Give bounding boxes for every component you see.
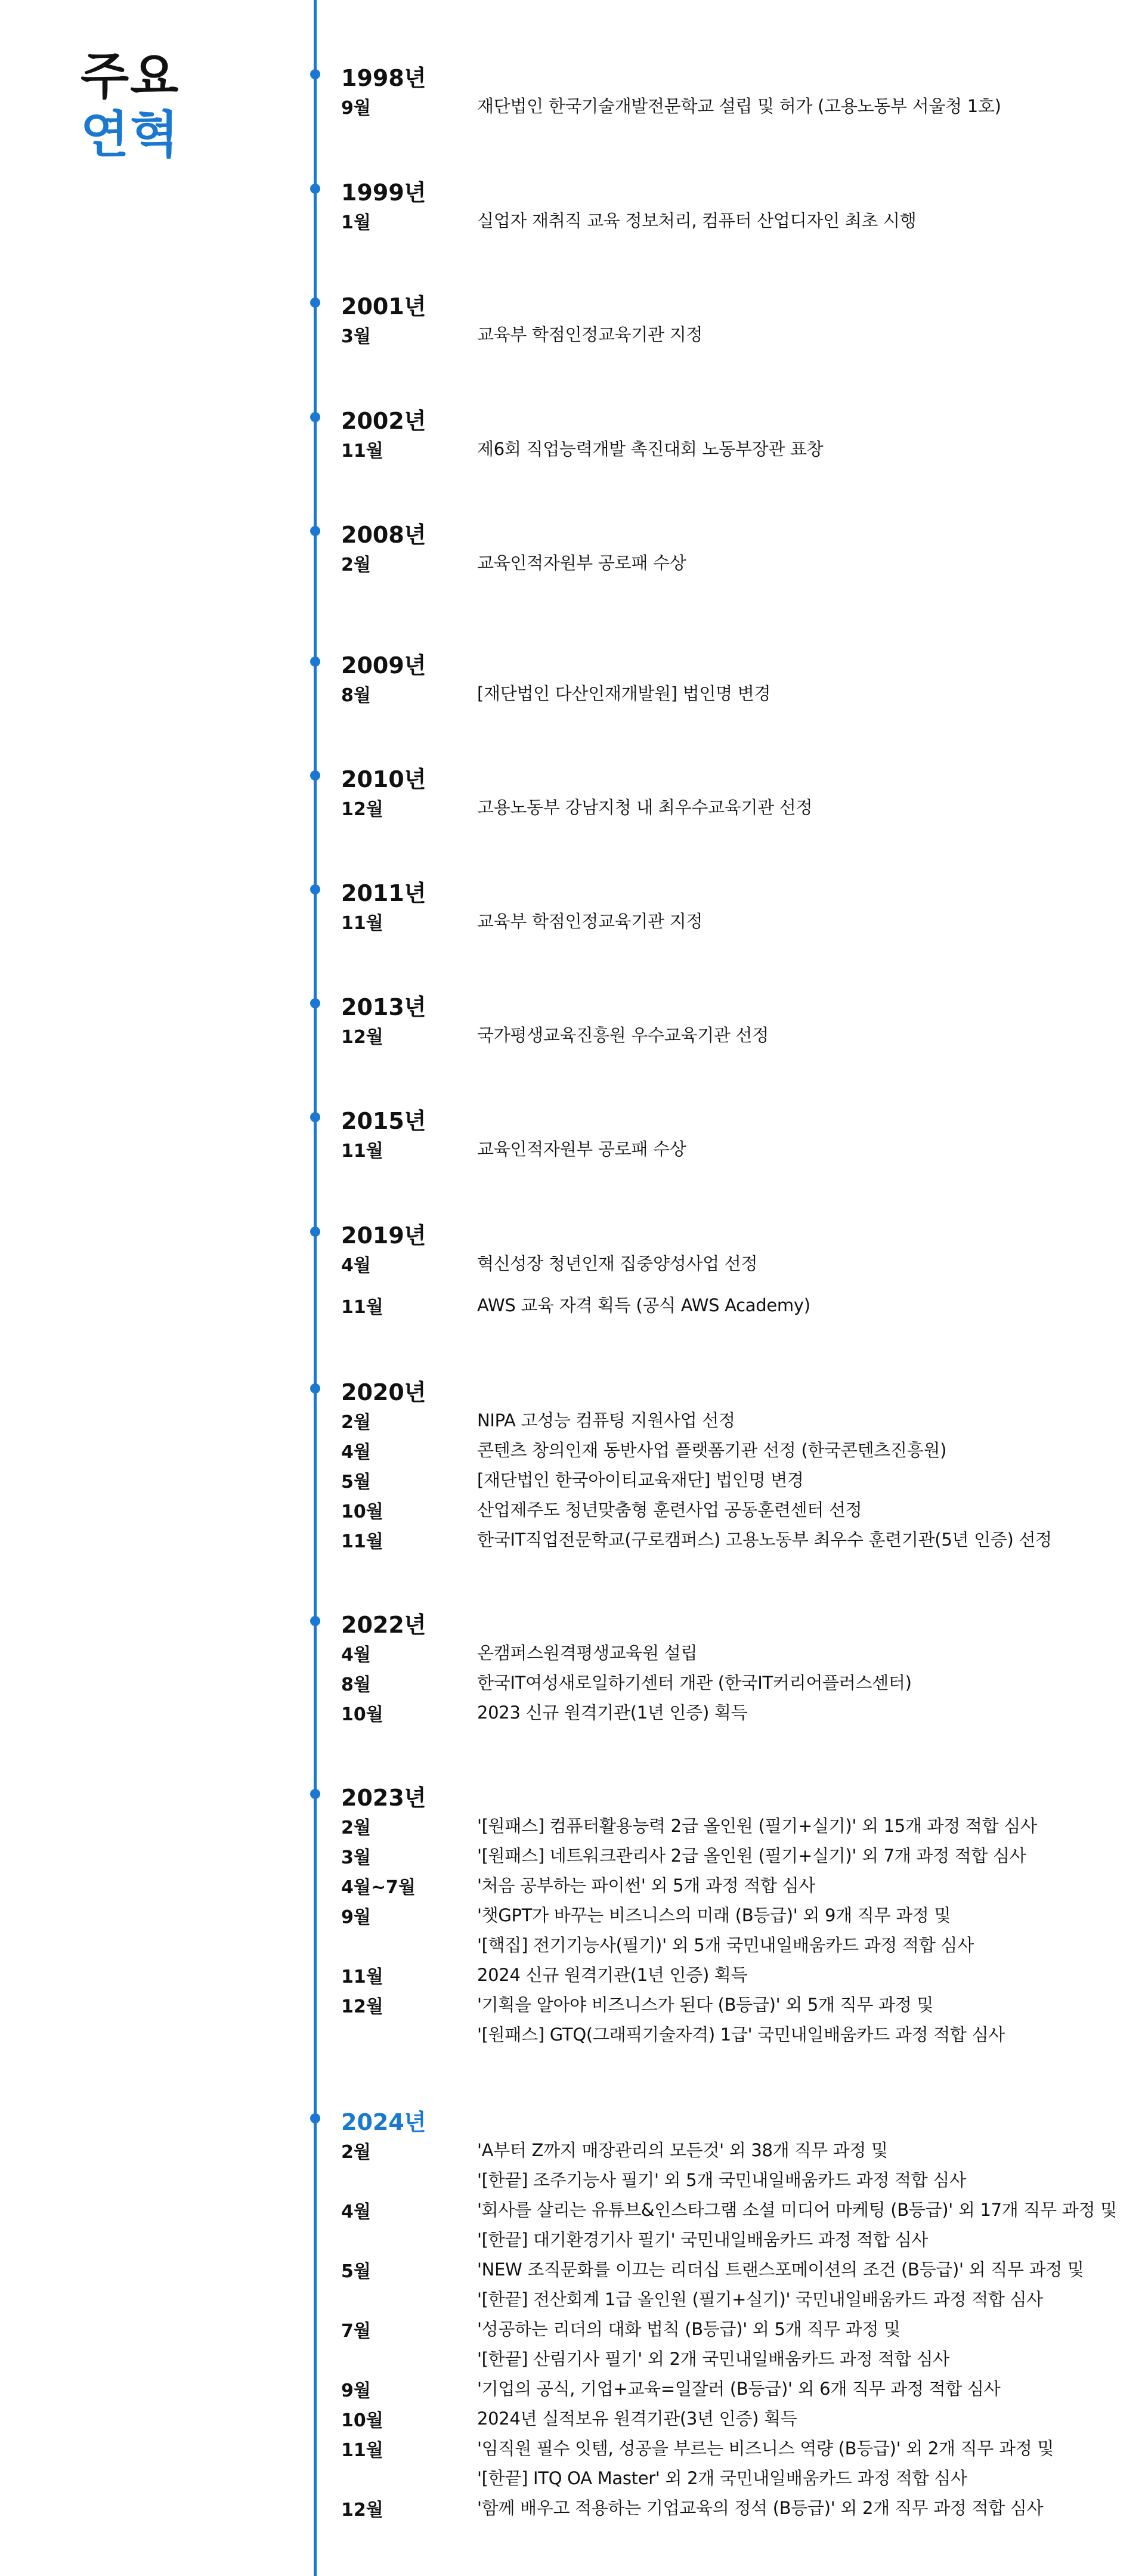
year-heading: 2019년 xyxy=(341,1222,426,1249)
timeline-dot xyxy=(310,184,320,194)
event-description: '함께 배우고 적용하는 기업교육의 정석 (B등급)' 외 2개 직무 과정 적합 심사 xyxy=(477,2498,1044,2518)
year-heading: 2011년 xyxy=(341,880,426,906)
event-description: AWS 교육 자격 획득 (공식 AWS Academy) xyxy=(477,1295,810,1315)
event-month: 10월 xyxy=(341,1704,383,1725)
timeline-dot xyxy=(310,69,320,79)
event-description: 2024년 실적보유 원격기관(3년 인증) 획득 xyxy=(477,2408,797,2429)
timeline-dot xyxy=(310,998,320,1008)
heading-line-2: 연혁 xyxy=(81,106,180,165)
year-heading: 2013년 xyxy=(341,994,426,1020)
event-month: 4월 xyxy=(341,1255,371,1276)
event-description: [재단법인 한국아이티교육재단] 법인명 변경 xyxy=(477,1470,804,1490)
event-month: 9월 xyxy=(341,1907,371,1928)
event-description: 'NEW 조직문화를 이끄는 리더십 트랜스포메이션의 조건 (B등급)' 외 직무 과정 및 xyxy=(477,2259,1084,2280)
event-description: 산업제주도 청년맞춤형 훈련사업 공동훈련센터 선정 xyxy=(477,1500,862,1520)
event-month: 3월 xyxy=(341,326,371,347)
event-description: 교육부 학점인정교육기관 지정 xyxy=(477,324,703,345)
event-month: 10월 xyxy=(341,2410,383,2431)
event-description: '[한끝] 산림기사 필기' 외 2개 국민내일배움카드 과정 적합 심사 xyxy=(477,2349,950,2369)
year-heading: 2022년 xyxy=(341,1612,426,1638)
event-description: [재단법인 다산인재개발원] 법인명 변경 xyxy=(477,683,771,704)
event-month: 2월 xyxy=(341,555,371,575)
event-month: 3월 xyxy=(341,1847,371,1868)
event-month: 11월 xyxy=(341,1297,383,1318)
event-description: '[한끝] 조주기능사 필기' 외 5개 국민내일배움카드 과정 적합 심사 xyxy=(477,2170,966,2190)
event-description: 제6회 직업능력개발 촉진대회 노동부장관 표창 xyxy=(477,439,824,459)
year-heading: 2023년 xyxy=(341,1785,426,1811)
event-description: '기획을 알아야 비즈니스가 된다 (B등급)' 외 5개 직무 과정 및 xyxy=(477,1995,934,2015)
event-description: 한국IT여성새로일하기센터 개관 (한국IT커리어플러스센터) xyxy=(477,1673,912,1693)
event-description: 혁신성장 청년인재 집중양성사업 선정 xyxy=(477,1253,758,1274)
event-description: '임직원 필수 잇템, 성공을 부르는 비즈니스 역량 (B등급)' 외 2개 직무 과정 및 xyxy=(477,2438,1054,2459)
year-heading: 2009년 xyxy=(341,652,426,679)
year-heading: 1998년 xyxy=(341,65,426,91)
event-description: 2023 신규 원격기관(1년 인증) 획득 xyxy=(477,1702,748,1723)
event-month: 5월 xyxy=(341,1472,371,1493)
event-month: 11월 xyxy=(341,2440,383,2461)
timeline-dot xyxy=(310,1227,320,1237)
timeline-dot xyxy=(310,1789,320,1799)
event-description: '성공하는 리더의 대화 법칙 (B등급)' 외 5개 직무 과정 및 xyxy=(477,2319,900,2339)
event-month: 8월 xyxy=(341,1674,371,1695)
event-description: 실업자 재취직 교육 정보처리, 컴퓨터 산업디자인 최초 시행 xyxy=(477,210,917,231)
year-heading: 2024년 xyxy=(341,2109,426,2135)
event-month: 7월 xyxy=(341,2321,371,2342)
event-month: 2월 xyxy=(341,2142,371,2163)
heading-line-1: 주요 xyxy=(81,47,180,106)
event-description: '회사를 살리는 유튜브&인스타그램 소셜 미디어 마케팅 (B등급)' 외 17개 직무 과정 및 xyxy=(477,2200,1117,2220)
event-month: 9월 xyxy=(341,98,371,119)
event-description: '챗GPT가 바꾸는 비즈니스의 미래 (B등급)' 외 9개 직무 과정 및 xyxy=(477,1905,951,1925)
event-month: 5월 xyxy=(341,2261,371,2282)
event-description: 온캠퍼스원격평생교육원 설립 xyxy=(477,1643,698,1663)
event-description: 한국IT직업전문학교(구로캠퍼스) 고용노동부 최우수 훈련기관(5년 인증) 선정 xyxy=(477,1530,1052,1550)
year-heading: 2020년 xyxy=(341,1379,426,1405)
event-month: 11월 xyxy=(341,1141,383,1162)
event-month: 4월 xyxy=(341,1442,371,1463)
timeline-dot xyxy=(310,884,320,894)
event-description: '[한끝] 대기환경기사 필기' 국민내일배움카드 과정 적합 심사 xyxy=(477,2230,929,2250)
event-description: 교육인적자원부 공로패 수상 xyxy=(477,1139,686,1159)
timeline-dot xyxy=(310,412,320,422)
event-month: 2월 xyxy=(341,1818,371,1838)
event-description: 콘텐츠 창의인재 동반사업 플랫폼기관 선정 (한국콘텐츠진흥원) xyxy=(477,1440,947,1460)
timeline-dot xyxy=(310,770,320,781)
event-description: 교육인적자원부 공로패 수상 xyxy=(477,553,686,573)
timeline-dot xyxy=(310,1383,320,1394)
year-heading: 1999년 xyxy=(341,179,426,206)
event-month: 8월 xyxy=(341,685,371,706)
event-description: '[원패스] 네트워크관리사 2급 올인원 (필기+실기)' 외 7개 과정 적합 심사 xyxy=(477,1846,1026,1866)
event-month: 12월 xyxy=(341,1027,383,1048)
event-description: '[한끝] 전산회계 1급 올인원 (필기+실기)' 국민내일배움카드 과정 적합 심사 xyxy=(477,2289,1043,2309)
event-description: '처음 공부하는 파이썬' 외 5개 과정 적합 심사 xyxy=(477,1875,816,1896)
event-description: 재단법인 한국기술개발전문학교 설립 및 허가 (고용노동부 서울청 1호) xyxy=(477,96,1001,116)
event-month: 12월 xyxy=(341,799,383,820)
event-month: 11월 xyxy=(341,1531,383,1552)
timeline-dot xyxy=(310,1112,320,1122)
timeline-dot xyxy=(310,657,320,667)
event-month: 10월 xyxy=(341,1501,383,1522)
event-description: 'A부터 Z까지 매장관리의 모든것' 외 38개 직무 과정 및 xyxy=(477,2140,888,2160)
year-heading: 2015년 xyxy=(341,1108,426,1134)
event-description: 교육부 학점인정교육기관 지정 xyxy=(477,911,703,931)
year-heading: 2001년 xyxy=(341,293,426,320)
timeline-dot xyxy=(310,1616,320,1626)
event-month: 4월~7월 xyxy=(341,1877,416,1898)
event-month: 11월 xyxy=(341,441,383,462)
timeline-dot xyxy=(310,2113,320,2123)
event-month: 2월 xyxy=(341,1412,371,1433)
event-description: '[원패스] GTQ(그래픽기술자격) 1급' 국민내일배움카드 과정 적합 심사 xyxy=(477,2024,1005,2045)
event-month: 4월 xyxy=(341,1645,371,1665)
event-month: 9월 xyxy=(341,2380,371,2401)
event-month: 12월 xyxy=(341,2500,383,2521)
event-month: 11월 xyxy=(341,913,383,934)
event-description: '[핵집] 전기기능사(필기)' 외 5개 국민내일배움카드 과정 적합 심사 xyxy=(477,1935,974,1955)
event-month: 4월 xyxy=(341,2202,371,2222)
event-description: NIPA 고성능 컴퓨팅 지원사업 선정 xyxy=(477,1410,735,1431)
event-month: 11월 xyxy=(341,1967,383,1987)
event-description: 국가평생교육진흥원 우수교육기관 선정 xyxy=(477,1025,769,1045)
event-description: '기업의 공식, 기업+교육=일잘러 (B등급)' 외 6개 직무 과정 적합 심사 xyxy=(477,2379,1001,2399)
event-description: '[한끝] ITQ OA Master' 외 2개 국민내일배움카드 과정 적합 심사 xyxy=(477,2468,967,2488)
event-description: '[원패스] 컴퓨터활용능력 2급 올인원 (필기+실기)' 외 15개 과정 적합 심사 xyxy=(477,1816,1037,1836)
year-heading: 2008년 xyxy=(341,522,426,548)
event-description: 2024 신규 원격기관(1년 인증) 획득 xyxy=(477,1965,748,1985)
timeline-dot xyxy=(310,298,320,308)
event-month: 12월 xyxy=(341,1996,383,2017)
event-month: 1월 xyxy=(341,212,371,233)
year-heading: 2010년 xyxy=(341,766,426,792)
timeline-dot xyxy=(310,526,320,536)
event-description: 고용노동부 강남지청 내 최우수교육기관 선정 xyxy=(477,797,813,818)
year-heading: 2002년 xyxy=(341,408,426,434)
